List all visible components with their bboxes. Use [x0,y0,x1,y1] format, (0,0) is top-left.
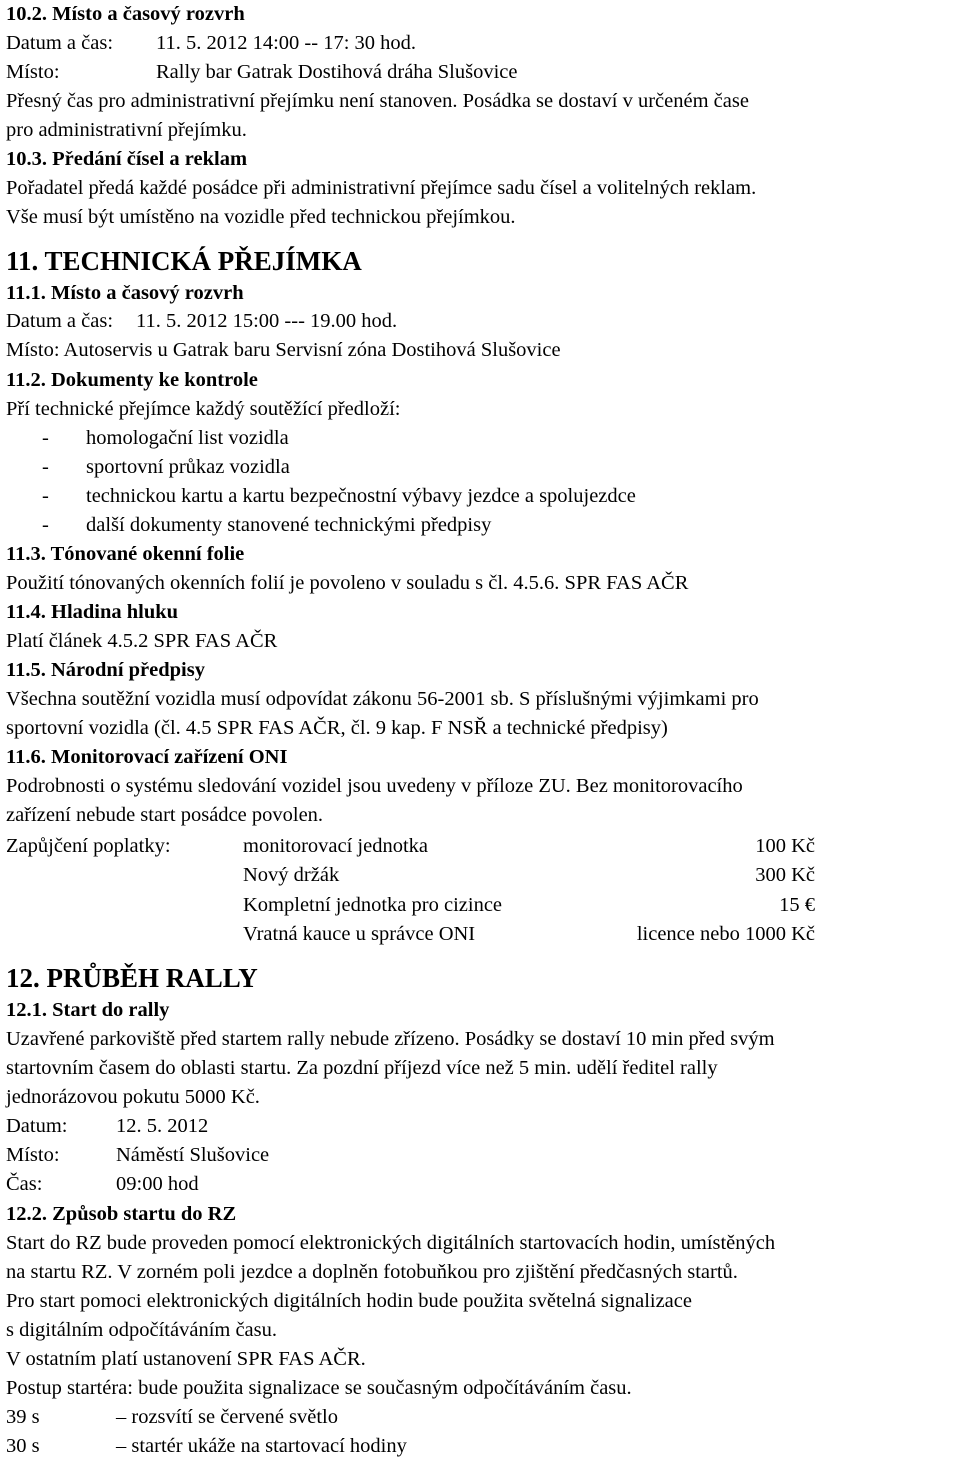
section-11-5-heading: 11.5. Národní předpisy [6,659,205,681]
section-10-2-heading: 10.2. Místo a časový rozvrh [6,3,245,25]
fee-item: Nový držák [243,864,340,886]
datum-value: 12. 5. 2012 [116,1115,209,1137]
section-11-2-heading: 11.2. Dokumenty ke kontrole [6,369,258,391]
cas-value: 09:00 hod [116,1173,199,1195]
start-cas-row [6,1170,956,1199]
section-10-2-text: pro administrativní přejímku. [6,119,247,141]
section-11-4-heading: 11.4. Hladina hluku [6,601,179,623]
misto-label: Místo: [6,61,60,83]
document-list-item [6,511,956,540]
section-10-3-heading: 10.3. Předání čísel a reklam [6,148,248,170]
cas-label: Čas: [6,1173,43,1195]
list-dash: - [42,485,49,507]
misto-label: Místo: [6,1144,60,1166]
fee-price: 300 Kč [755,864,815,886]
start-misto-row [6,1141,956,1170]
datum-label: Datum a čas: [6,310,114,332]
section-12-2-heading: 12.2. Způsob startu do RZ [6,1203,237,1225]
section-11-5-text: sportovní vozidla (čl. 4.5 SPR FAS AČR, čl. 9 kap. F NSŘ a technické předpisy) [6,717,668,739]
fee-row [0,832,960,861]
countdown-desc: – rozsvítí se červené světlo [116,1406,339,1428]
section-11-4-text: Platí článek 4.5.2 SPR FAS AČR [6,630,278,652]
datum-value: 11. 5. 2012 15:00 --- 19.00 hod. [136,310,398,332]
datum-value: 11. 5. 2012 14:00 -- 17: 30 hod. [156,32,417,54]
list-dash: - [42,514,49,536]
section-12-2-text: Start do RZ bude proveden pomocí elektronických digitálních startovacích hodin, umístěných [6,1232,776,1254]
fee-item: monitorovací jednotka [243,835,429,857]
section-11-5-text: Všechna soutěžní vozidla musí odpovídat zákonu 56-2001 sb. S příslušnými výjimkami pro [6,688,759,710]
section-11-3-text: Použití tónovaných okenních folií je povoleno v souladu s čl. 4.5.6. SPR FAS AČR [6,572,689,594]
section-10-2-misto-row [6,58,518,87]
list-dash: - [42,456,49,478]
section-12-2-text: V ostatním platí ustanovení SPR FAS AČR. [6,1348,366,1370]
section-10-3-text: Pořadatel předá každé posádce při administrativní přejímce sadu čísel a volitelných reklam. [6,177,757,199]
fee-row [0,920,960,949]
section-11-heading: 11. TECHNICKÁ PŘEJÍMKA [6,246,362,276]
countdown-time: 39 s [6,1406,40,1428]
datum-label: Datum a čas: [6,32,114,54]
list-item-text: další dokumenty stanovené technickými předpisy [86,514,492,536]
fee-row [0,861,960,890]
countdown-time: 30 s [6,1435,40,1457]
section-11-1-heading: 11.1. Místo a časový rozvrh [6,282,244,304]
section-12-1-heading: 12.1. Start do rally [6,999,170,1021]
section-11-6-text: Podrobnosti o systému sledování vozidel jsou uvedeny v příloze ZU. Bez monitorovacího [6,775,743,797]
section-12-2-text: Postup startéra: bude použita signalizace se současným odpočítáváním času. [6,1377,632,1399]
section-12-1-text: Uzavřené parkoviště před startem rally nebude zřízeno. Posádky se dostaví 10 min před svým [6,1028,775,1050]
misto-value: Náměstí Slušovice [116,1144,270,1166]
fee-item: Vratná kauce u správce ONI [243,923,476,945]
section-12-1-text: jednorázovou pokutu 5000 Kč. [6,1086,260,1108]
section-11-6-text: zařízení nebude start posádce povolen. [6,804,324,826]
section-11-2-intro: Pří technické přejímce každý soutěžící předloží: [6,398,401,420]
countdown-desc: – startér ukáže na startovací hodiny [116,1435,407,1457]
list-item-text: technickou kartu a kartu bezpečnostní výbavy jezdce a spolujezdce [86,485,636,507]
section-11-3-heading: 11.3. Tónované okenní folie [6,543,245,565]
section-10-3-text: Vše musí být umístěno na vozidle před technickou přejímkou. [6,206,516,228]
section-10-2-text: Přesný čas pro administrativní přejímku není stanoven. Posádka se dostaví v určeném čase [6,90,749,112]
start-datum-row [6,1112,956,1141]
section-12-heading: 12. PRŮBĚH RALLY [6,963,258,993]
section-10-2-datum-row [6,29,417,58]
document-list-item [6,482,956,511]
section-12-2-text: na startu RZ. V zorném poli jezdce a doplněn fotobuňkou pro zjištění předčasných startů. [6,1261,738,1283]
section-12-2-text: s digitálním odpočítáváním času. [6,1319,278,1341]
fee-item: Kompletní jednotka pro cizince [243,894,503,916]
fee-price: 100 Kč [755,835,815,857]
countdown-row [6,1432,956,1461]
list-item-text: sportovní průkaz vozidla [86,456,290,478]
fees-label: Zapůjčení poplatky: [6,835,171,857]
misto-value: Rally bar Gatrak Dostihová dráha Slušovice [156,61,518,83]
section-12-2-text: Pro start pomoci elektronických digitálních hodin bude použita světelná signalizace [6,1290,692,1312]
fee-price: licence nebo 1000 Kč [636,923,815,945]
section-11-1-datum-row [6,307,398,336]
list-item-text: homologační list vozidla [86,427,289,449]
fee-price: 15 € [779,894,815,916]
section-11-1-misto: Místo: Autoservis u Gatrak baru Servisní zóna Dostihová Slušovice [6,339,561,361]
list-dash: - [42,427,49,449]
section-12-1-text: startovním časem do oblasti startu. Za pozdní příjezd více než 5 min. udělí ředitel rally [6,1057,718,1079]
countdown-row [6,1403,956,1432]
document-list-item [6,424,956,453]
datum-label: Datum: [6,1115,68,1137]
section-11-6-heading: 11.6. Monitorovací zařízení ONI [6,746,288,768]
fee-row [0,891,960,920]
document-list-item [6,453,956,482]
